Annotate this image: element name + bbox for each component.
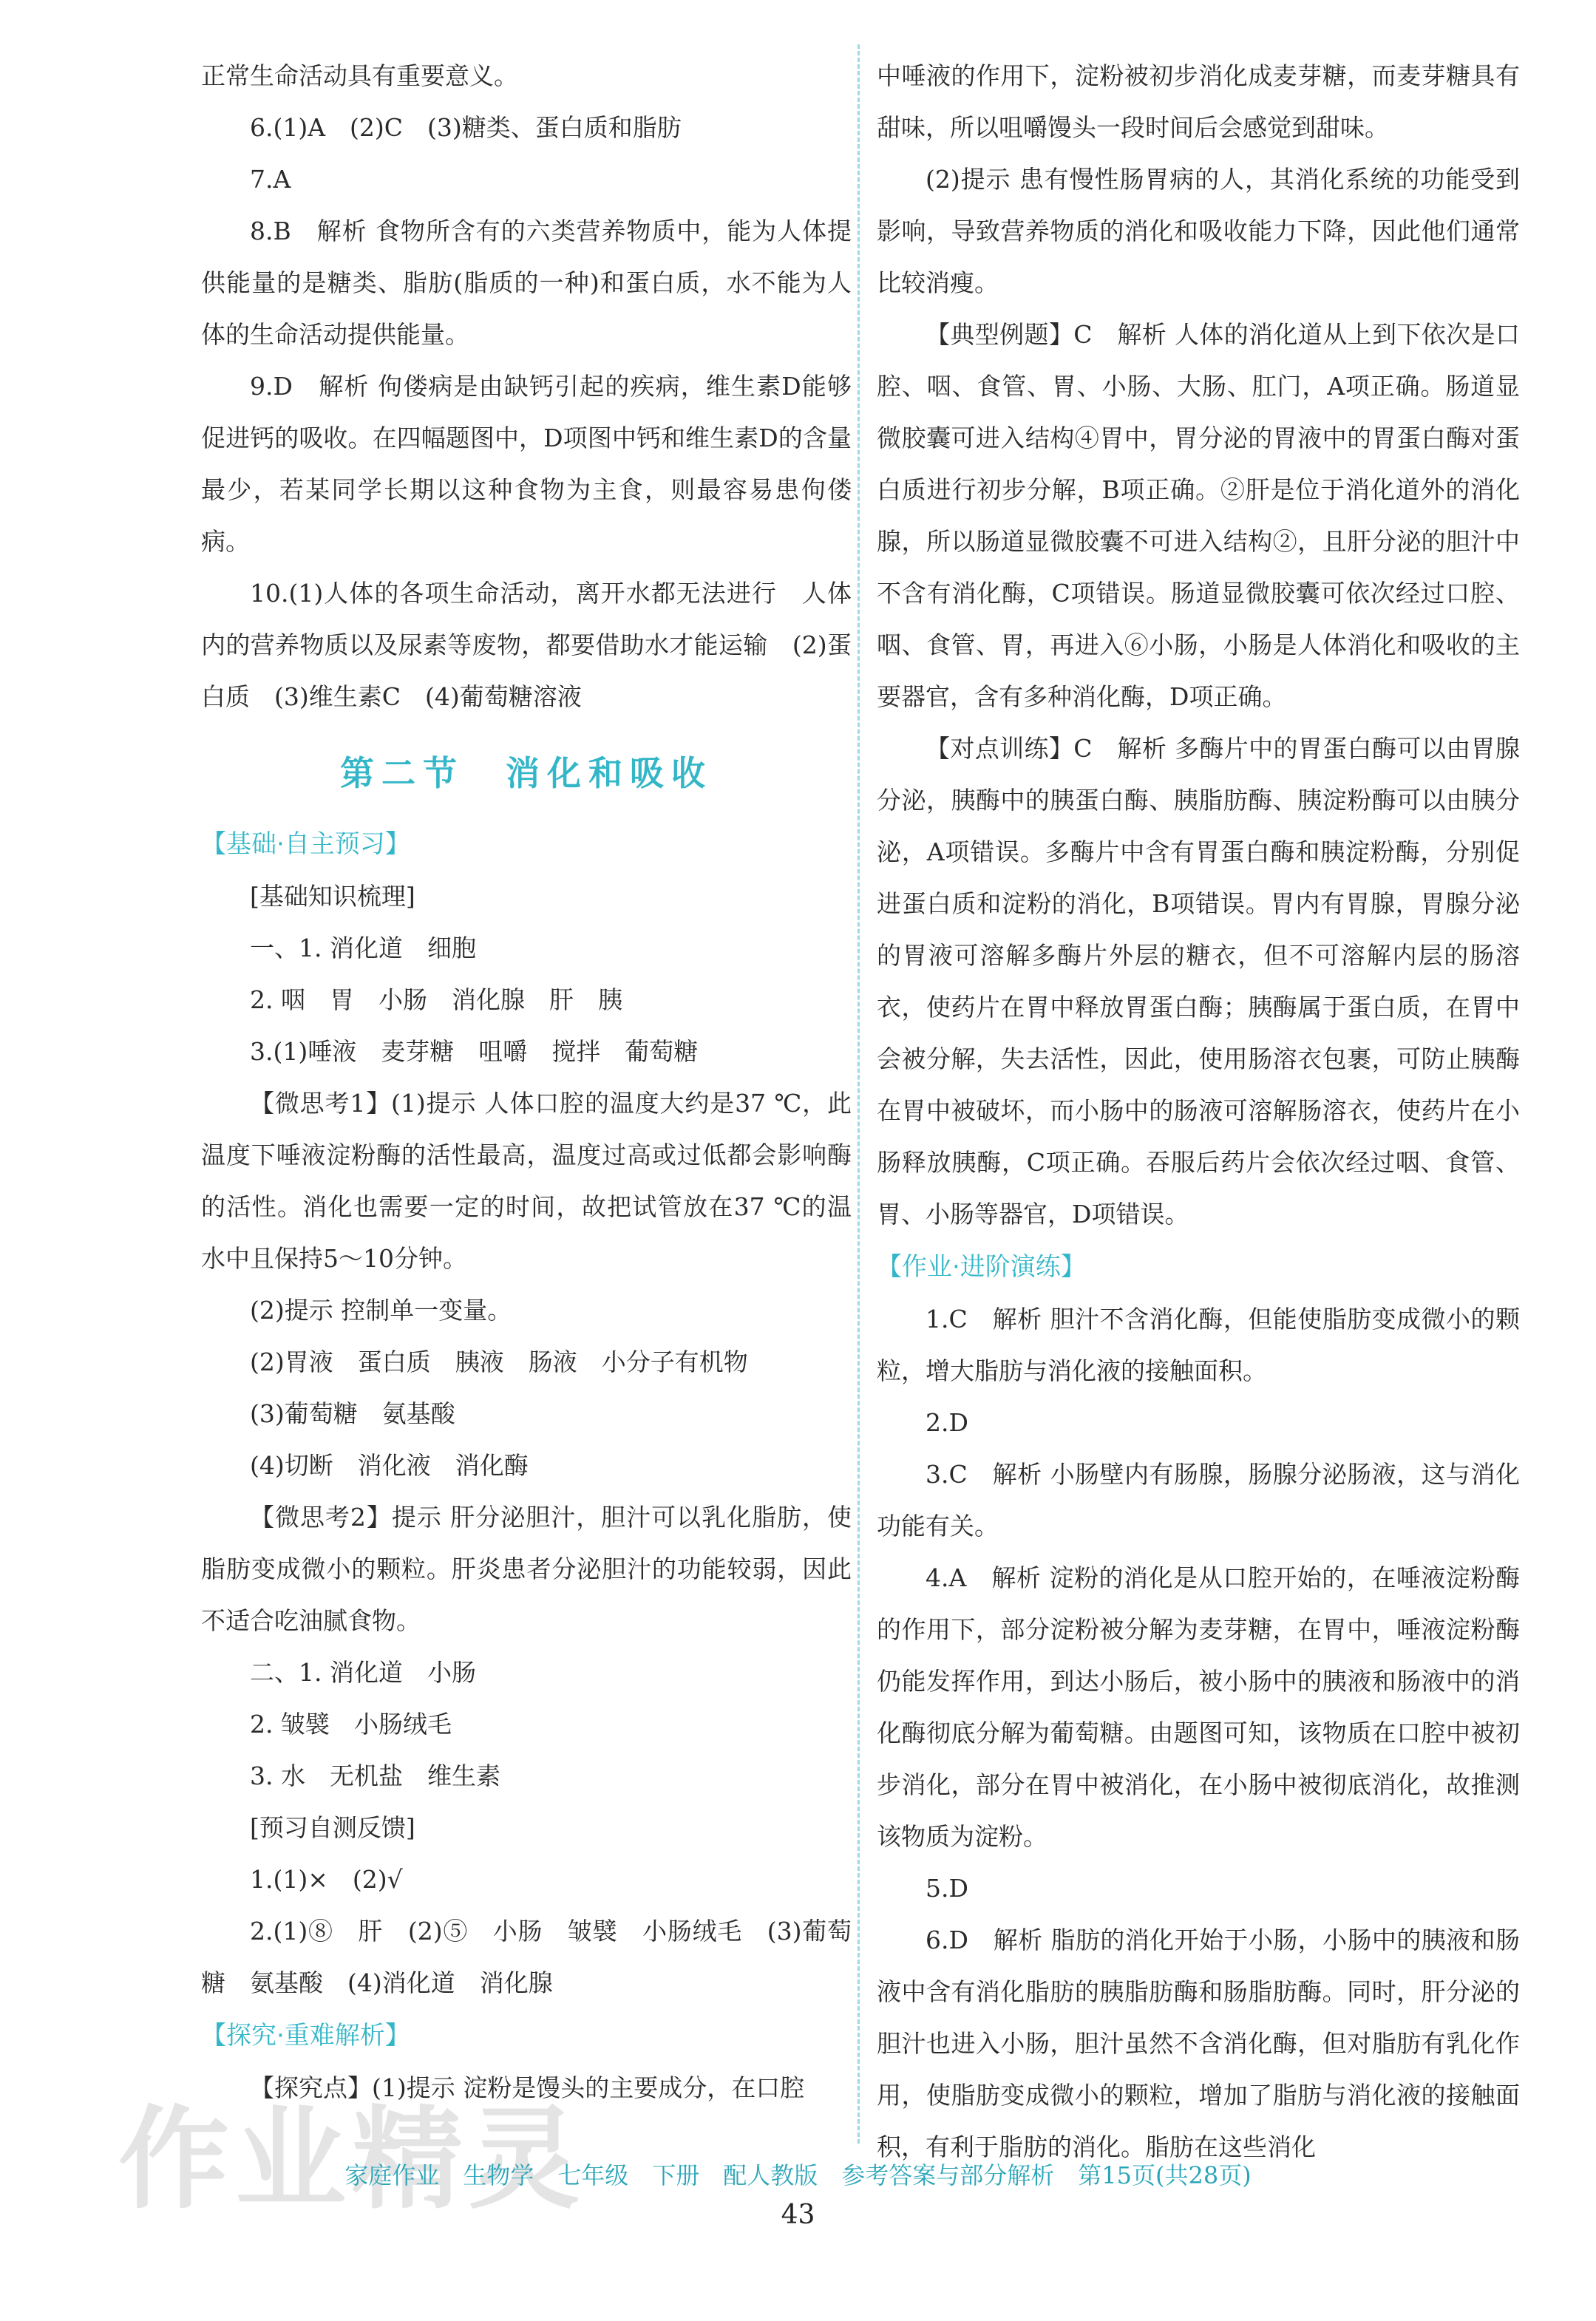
answer-paragraph: 正常生命活动具有重要意义。 <box>201 61 518 90</box>
answer-paragraph: 中唾液的作用下，淀粉被初步消化成麦芽糖，而麦芽糖具有甜味，所以咀嚼馒头一段时间后会感觉到甜味。 <box>877 61 1520 142</box>
answer-paragraph: (2)胃液 蛋白质 胰液 肠液 小分子有机物 <box>250 1348 748 1376</box>
answer-paragraph: 一、1. 消化道 细胞 <box>250 934 476 962</box>
answer-paragraph: 9.D 解析 佝偻病是由缺钙引起的疾病，维生素D能够促进钙的吸收。在四幅题图中，D项图中钙和维生素D的含量最少，若某同学长期以这种食物为主食，则最容易患佝偻病。 <box>201 372 852 556</box>
page-footer: 家庭作业 生物学 七年级 下册 配人教版 参考答案与部分解析 第15页(共28页) <box>344 2161 1252 2189</box>
answer-paragraph: (4)切断 消化液 消化酶 <box>250 1451 529 1480</box>
answer-paragraph: [基础知识梳理] <box>250 882 415 911</box>
answer-paragraph: 【微思考2】提示 肝分泌胆汁，胆汁可以乳化脂肪，使脂肪变成微小的颗粒。肝炎患者分泌胆汁的功能较弱，因此不适合吃油腻食物。 <box>201 1503 852 1635</box>
answer-paragraph: 2. 皱襞 小肠绒毛 <box>250 1710 452 1739</box>
answer-paragraph: 2. 咽 胃 小肠 消化腺 肝 胰 <box>250 985 622 1014</box>
answer-paragraph: 6.(1)A (2)C (3)糖类、蛋白质和脂肪 <box>250 113 682 142</box>
answer-paragraph: 6.D 解析 脂肪的消化开始于小肠，小肠中的胰液和肠液中含有消化脂肪的胰脂肪酶和肠脂肪酶。同时，肝分泌的胆汁也进入小肠，胆汁虽然不含消化酶，但对脂肪有乳化作用，使脂肪变成微小的颗粒，增加了脂肪与消化液的接触面积，有利于脂肪的消化。脂肪在这些消化 <box>877 1926 1520 2161</box>
answer-paragraph: (3)葡萄糖 氨基酸 <box>250 1399 455 1428</box>
answer-paragraph: 4.A 解析 淀粉的消化是从口腔开始的，在唾液淀粉酶的作用下，部分淀粉被分解为麦芽糖，在胃中，唾液淀粉酶仍能发挥作用，到达小肠后，被小肠中的胰液和肠液中的消化酶彻底分解为葡萄糖。由题图可知，该物质在口腔中被初步消化，部分在胃中被消化，在小肠中被彻底消化，故推测该物质为淀粉。 <box>877 1563 1520 1851</box>
watermark-logo: 作业精灵 <box>118 2096 586 2224</box>
answer-paragraph: 5.D <box>926 1874 968 1903</box>
column-divider <box>858 44 860 2144</box>
section-title: 第二节 消化和吸收 <box>340 753 713 793</box>
answer-paragraph: 3.C 解析 小肠壁内有肠腺，肠腺分泌肠液，这与消化功能有关。 <box>877 1460 1520 1540</box>
answer-paragraph: 7.A <box>250 165 291 194</box>
answer-paragraph: 3.(1)唾液 麦芽糖 咀嚼 搅拌 葡萄糖 <box>250 1037 699 1066</box>
answer-paragraph: (2)提示 控制单一变量。 <box>250 1296 512 1325</box>
answer-paragraph: 【微思考1】(1)提示 人体口腔的温度大约是37 ℃，此温度下唾液淀粉酶的活性最高，温度过高或过低都会影响酶的活性。消化也需要一定的时间，故把试管放在37 ℃的温水中且保持5～10分钟。 <box>201 1089 852 1273</box>
answer-paragraph: 3. 水 无机盐 维生素 <box>250 1761 500 1790</box>
answer-paragraph: 1.C 解析 胆汁不含消化酶，但能使脂肪变成微小的颗粒，增大脂肪与消化液的接触面积。 <box>877 1305 1520 1385</box>
answer-paragraph: 【探究点】(1)提示 淀粉是馒头的主要成分，在口腔 <box>250 2073 805 2102</box>
block-heading: 【探究·重难解析】 <box>201 2021 410 2050</box>
block-heading: 【基础·自主预习】 <box>201 829 410 859</box>
answer-paragraph: 二、1. 消化道 小肠 <box>250 1658 476 1687</box>
answer-paragraph: 2.D <box>926 1408 968 1437</box>
left-column <box>201 50 852 2114</box>
answer-paragraph: 1.(1)× (2)√ <box>250 1865 403 1894</box>
answer-paragraph: 【对点训练】C 解析 多酶片中的胃蛋白酶可以由胃腺分泌，胰酶中的胰蛋白酶、胰脂肪酶、胰淀粉酶可以由胰分泌，A项错误。多酶片中含有胃蛋白酶和胰淀粉酶，分别促进蛋白质和淀粉的消化，B项错误。胃内有胃腺，胃腺分泌的胃液可溶解多酶片外层的糖衣，但不可溶解内层的肠溶衣，使药片在胃中释放胃蛋白酶；胰酶属于蛋白质，在胃中会被分解，失去活性，因此，使用肠溶衣包裹，可防止胰酶在胃中被破坏，而小肠中的肠液可溶解肠溶衣，使药片在小肠释放胰酶，C项正确。吞服后药片会依次经过咽、食管、胃、小肠等器官，D项错误。 <box>877 734 1520 1229</box>
block-heading: 【作业·进阶演练】 <box>877 1252 1086 1282</box>
answer-paragraph: 2.(1)⑧ 肝 (2)⑤ 小肠 皱襞 小肠绒毛 (3)葡萄糖 氨基酸 (4)消化道 消化腺 <box>201 1917 852 1997</box>
answer-paragraph: 【典型例题】C 解析 人体的消化道从上到下依次是口腔、咽、食管、胃、小肠、大肠、肛门，A项正确。肠道显微胶囊可进入结构④胃中，胃分泌的胃液中的胃蛋白酶对蛋白质进行初步分解，B项正确。②肝是位于消化道外的消化腺，所以肠道显微胶囊不可进入结构②，且肝分泌的胆汁中不含有消化酶，C项错误。肠道显微胶囊可依次经过口腔、咽、食管、胃，再进入⑥小肠，小肠是人体消化和吸收的主要器官，含有多种消化酶，D项正确。 <box>877 320 1520 711</box>
answer-paragraph: (2)提示 患有慢性肠胃病的人，其消化系统的功能受到影响，导致营养物质的消化和吸收能力下降，因此他们通常比较消瘦。 <box>877 165 1520 297</box>
answer-paragraph: [预习自测反馈] <box>250 1813 415 1842</box>
page-number: 43 <box>781 2200 815 2230</box>
answer-paragraph: 8.B 解析 食物所含有的六类营养物质中，能为人体提供能量的是糖类、脂肪(脂质的一种)和蛋白质，水不能为人体的生命活动提供能量。 <box>201 217 852 349</box>
right-column <box>877 50 1520 2173</box>
answer-paragraph: 10.(1)人体的各项生命活动，离开水都无法进行 人体内的营养物质以及尿素等废物，都要借助水才能运输 (2)蛋白质 (3)维生素C (4)葡萄糖溶液 <box>201 579 852 711</box>
